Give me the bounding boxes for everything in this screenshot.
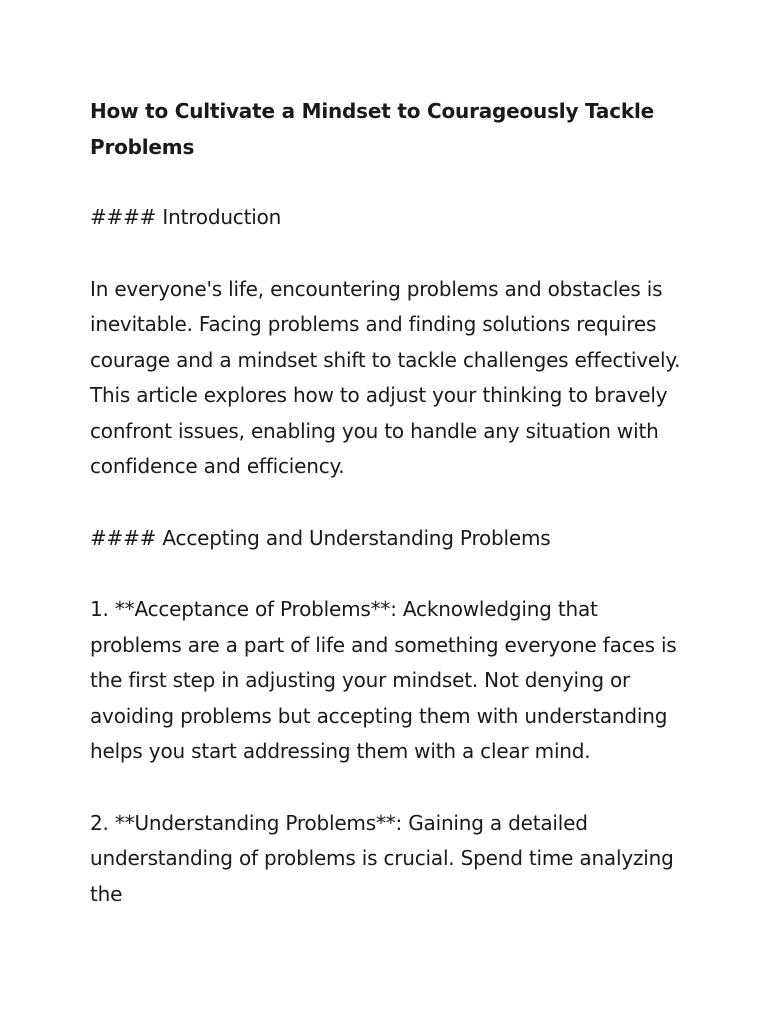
document-title: How to Cultivate a Mindset to Courageously Tackle Problems [90,99,654,159]
list-item-understanding: 2. **Understanding Problems**: Gaining a detailed understanding of problems is crucial. Spend time analyzing the [90,810,674,906]
section-heading-accepting: #### Accepting and Understanding Problems [90,525,551,550]
introduction-paragraph: In everyone's life, encountering problems and obstacles is inevitable. Facing problems and finding solutions requires courage and a mindset shift to tackle challenges effectively. This article explores how to adjust your thinking to bravely confront issues, enabling you to handle any situation with confidence and efficiency. [90,276,681,478]
document-body [90,94,690,912]
section-heading-introduction: #### Introduction [90,205,282,229]
list-item-acceptance: 1. **Acceptance of Problems**: Acknowledging that problems are a part of life and something everyone faces is the first step in adjusting your mindset. Not denying or avoiding problems but accepting them with understanding helps you start addressing them with a clear mind. [90,597,677,763]
